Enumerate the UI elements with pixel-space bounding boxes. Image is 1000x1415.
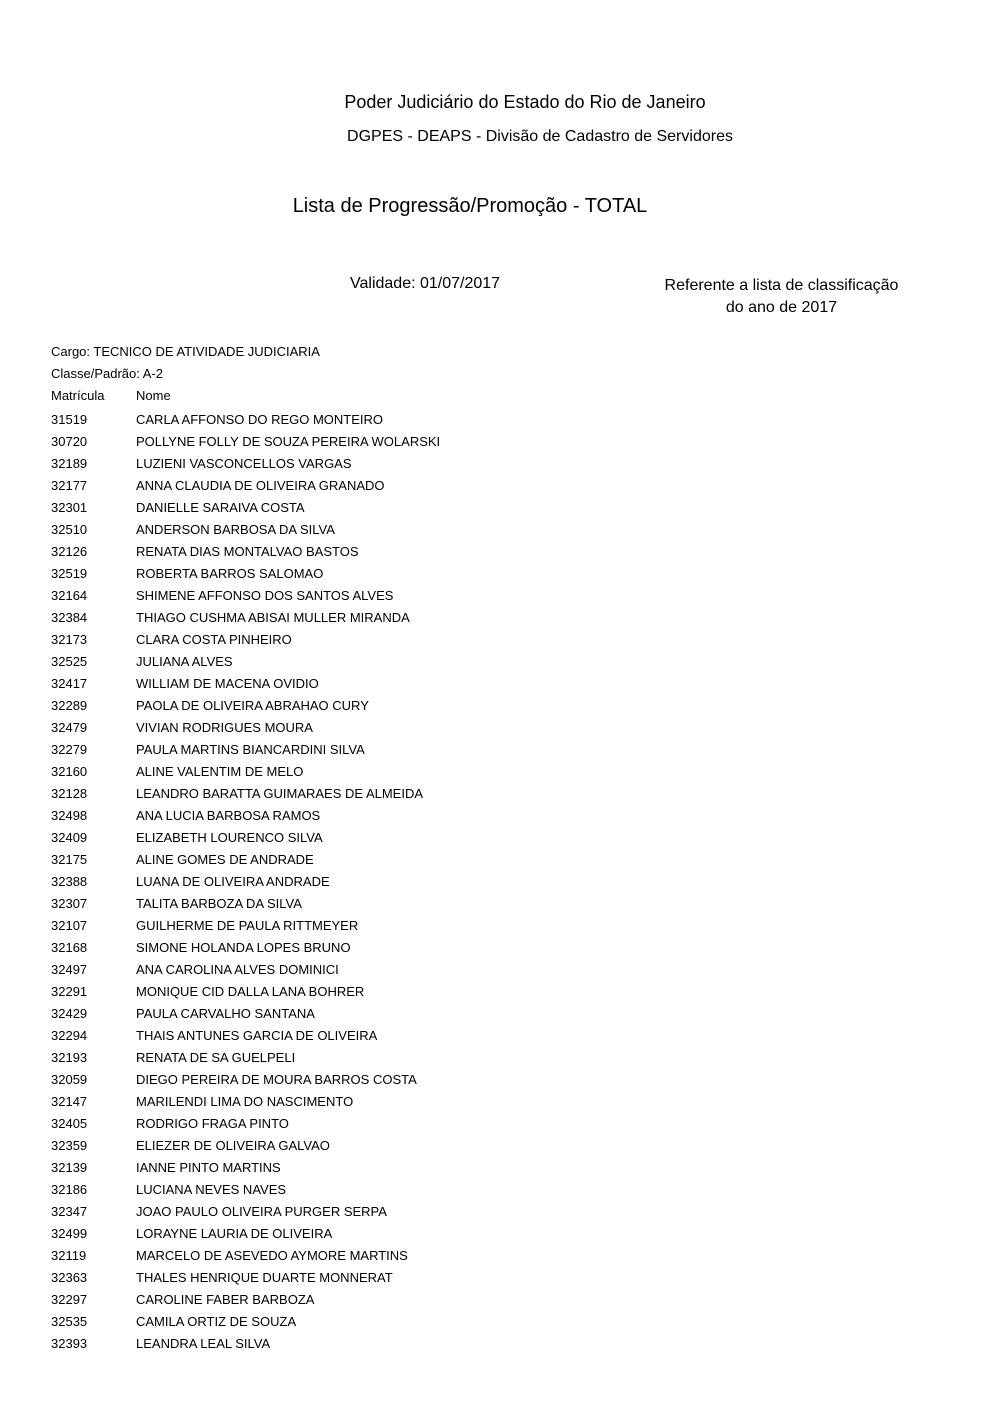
- nome-cell: JULIANA ALVES: [136, 654, 233, 669]
- nome-cell: MONIQUE CID DALLA LANA BOHRER: [136, 984, 365, 999]
- nome-cell: THALES HENRIQUE DUARTE MONNERAT: [136, 1270, 393, 1285]
- table-row: [51, 1157, 440, 1179]
- nome-cell: THAIS ANTUNES GARCIA DE OLIVEIRA: [136, 1028, 378, 1043]
- nome-cell: JOAO PAULO OLIVEIRA PURGER SERPA: [136, 1204, 387, 1219]
- nome-cell: ALINE GOMES DE ANDRADE: [136, 852, 314, 867]
- employee-list: [51, 409, 440, 1355]
- nome-cell: WILLIAM DE MACENA OVIDIO: [136, 676, 319, 691]
- nome-cell: ALINE VALENTIM DE MELO: [136, 764, 304, 779]
- nome-cell: MARILENDI LIMA DO NASCIMENTO: [136, 1094, 354, 1109]
- table-row: [51, 805, 440, 827]
- table-row: [51, 695, 440, 717]
- matricula-cell: 32359: [51, 1138, 88, 1153]
- nome-cell: ANDERSON BARBOSA DA SILVA: [136, 522, 335, 537]
- table-row: [51, 871, 440, 893]
- matricula-cell: 32307: [51, 896, 88, 911]
- table-row: [51, 915, 440, 937]
- table-row: [51, 1311, 440, 1333]
- matricula-cell: 30720: [51, 434, 88, 449]
- nome-cell: SIMONE HOLANDA LOPES BRUNO: [136, 940, 351, 955]
- nome-cell: PAULA CARVALHO SANTANA: [136, 1006, 315, 1021]
- nome-cell: ELIEZER DE OLIVEIRA GALVAO: [136, 1138, 330, 1153]
- table-row: [51, 431, 440, 453]
- matricula-cell: 32384: [51, 610, 88, 625]
- table-row: [51, 1047, 440, 1069]
- matricula-cell: 31519: [51, 412, 88, 427]
- matricula-cell: 32347: [51, 1204, 88, 1219]
- matricula-cell: 32291: [51, 984, 88, 999]
- nome-cell: MARCELO DE ASEVEDO AYMORE MARTINS: [136, 1248, 408, 1263]
- nome-cell: VIVIAN RODRIGUES MOURA: [136, 720, 313, 735]
- nome-cell: RENATA DE SA GUELPELI: [136, 1050, 296, 1065]
- matricula-cell: 32417: [51, 676, 88, 691]
- table-row: [51, 959, 440, 981]
- table-row: [51, 1113, 440, 1135]
- nome-cell: GUILHERME DE PAULA RITTMEYER: [136, 918, 359, 933]
- matricula-cell: 32107: [51, 918, 88, 933]
- cargo-label: Cargo: TECNICO DE ATIVIDADE JUDICIARIA: [51, 344, 320, 359]
- matricula-cell: 32177: [51, 478, 88, 493]
- nome-cell: CAMILA ORTIZ DE SOUZA: [136, 1314, 297, 1329]
- nome-cell: ANNA CLAUDIA DE OLIVEIRA GRANADO: [136, 478, 385, 493]
- table-row: [51, 585, 440, 607]
- table-row: [51, 563, 440, 585]
- table-row: [51, 1289, 440, 1311]
- column-header-matricula: Matrícula: [51, 388, 105, 403]
- organization-name: Poder Judiciário do Estado do Rio de Janeiro: [344, 92, 706, 112]
- nome-cell: LUANA DE OLIVEIRA ANDRADE: [136, 874, 330, 889]
- matricula-cell: 32405: [51, 1116, 88, 1131]
- matricula-cell: 32510: [51, 522, 88, 537]
- table-row: [51, 937, 440, 959]
- matricula-cell: 32388: [51, 874, 88, 889]
- table-row: [51, 409, 440, 431]
- table-row: [51, 739, 440, 761]
- table-row: [51, 629, 440, 651]
- matricula-cell: 32393: [51, 1336, 88, 1351]
- validity-date: Validade: 01/07/2017: [350, 275, 501, 292]
- matricula-cell: 32164: [51, 588, 88, 603]
- table-row: [51, 827, 440, 849]
- table-row: [51, 761, 440, 783]
- nome-cell: CLARA COSTA PINHEIRO: [136, 632, 292, 647]
- table-row: [51, 981, 440, 1003]
- table-row: [51, 1025, 440, 1047]
- classe-label: Classe/Padrão: A-2: [51, 366, 164, 381]
- nome-cell: RODRIGO FRAGA PINTO: [136, 1116, 289, 1131]
- document-title: Lista de Progressão/Promoção - TOTAL: [292, 195, 648, 217]
- matricula-cell: 32363: [51, 1270, 88, 1285]
- nome-cell: LEANDRA LEAL SILVA: [136, 1336, 271, 1351]
- nome-cell: POLLYNE FOLLY DE SOUZA PEREIRA WOLARSKI: [136, 434, 441, 449]
- table-row: [51, 673, 440, 695]
- reference-note: Referente a lista de classificação do ano de 2017: [664, 277, 899, 316]
- nome-cell: PAOLA DE OLIVEIRA ABRAHAO CURY: [136, 698, 369, 713]
- nome-cell: RENATA DIAS MONTALVAO BASTOS: [136, 544, 359, 559]
- matricula-cell: 32189: [51, 456, 88, 471]
- matricula-cell: 32498: [51, 808, 88, 823]
- table-row: [51, 893, 440, 915]
- table-row: [51, 1003, 440, 1025]
- matricula-cell: 32193: [51, 1050, 88, 1065]
- matricula-cell: 32301: [51, 500, 88, 515]
- matricula-cell: 32294: [51, 1028, 88, 1043]
- nome-cell: CARLA AFFONSO DO REGO MONTEIRO: [136, 412, 384, 427]
- table-row: [51, 1135, 440, 1157]
- table-row: [51, 1201, 440, 1223]
- nome-cell: PAULA MARTINS BIANCARDINI SILVA: [136, 742, 365, 757]
- matricula-cell: 32499: [51, 1226, 88, 1241]
- nome-cell: TALITA BARBOZA DA SILVA: [136, 896, 302, 911]
- table-row: [51, 849, 440, 871]
- nome-cell: LEANDRO BARATTA GUIMARAES DE ALMEIDA: [136, 786, 424, 801]
- table-row: [51, 1223, 440, 1245]
- matricula-cell: 32128: [51, 786, 88, 801]
- nome-cell: DANIELLE SARAIVA COSTA: [136, 500, 305, 515]
- nome-cell: LUCIANA NEVES NAVES: [136, 1182, 287, 1197]
- table-row: [51, 453, 440, 475]
- nome-cell: LUZIENI VASCONCELLOS VARGAS: [136, 456, 352, 471]
- table-row: [51, 783, 440, 805]
- matricula-cell: 32289: [51, 698, 88, 713]
- nome-cell: LORAYNE LAURIA DE OLIVEIRA: [136, 1226, 333, 1241]
- nome-cell: ANA LUCIA BARBOSA RAMOS: [136, 808, 321, 823]
- table-row: [51, 519, 440, 541]
- matricula-cell: 32279: [51, 742, 88, 757]
- table-row: [51, 1091, 440, 1113]
- nome-cell: DIEGO PEREIRA DE MOURA BARROS COSTA: [136, 1072, 417, 1087]
- matricula-cell: 32175: [51, 852, 88, 867]
- nome-cell: ANA CAROLINA ALVES DOMINICI: [136, 962, 339, 977]
- table-row: [51, 717, 440, 739]
- matricula-cell: 32525: [51, 654, 88, 669]
- table-row: [51, 607, 440, 629]
- table-row: [51, 1267, 440, 1289]
- table-row: [51, 1069, 440, 1091]
- table-row: [51, 1245, 440, 1267]
- matricula-cell: 32160: [51, 764, 88, 779]
- matricula-cell: 32126: [51, 544, 88, 559]
- table-row: [51, 497, 440, 519]
- table-row: [51, 1333, 440, 1355]
- matricula-cell: 32059: [51, 1072, 88, 1087]
- matricula-cell: 32168: [51, 940, 88, 955]
- matricula-cell: 32139: [51, 1160, 88, 1175]
- matricula-cell: 32519: [51, 566, 88, 581]
- matricula-cell: 32147: [51, 1094, 88, 1109]
- matricula-cell: 32479: [51, 720, 88, 735]
- matricula-cell: 32119: [51, 1248, 87, 1263]
- column-header-nome: Nome: [136, 388, 171, 403]
- table-row: [51, 651, 440, 673]
- nome-cell: CAROLINE FABER BARBOZA: [136, 1292, 315, 1307]
- nome-cell: ELIZABETH LOURENCO SILVA: [136, 830, 323, 845]
- table-row: [51, 1179, 440, 1201]
- table-row: [51, 475, 440, 497]
- table-row: [51, 541, 440, 563]
- matricula-cell: 32535: [51, 1314, 88, 1329]
- matricula-cell: 32173: [51, 632, 88, 647]
- matricula-cell: 32409: [51, 830, 88, 845]
- matricula-cell: 32297: [51, 1292, 88, 1307]
- nome-cell: IANNE PINTO MARTINS: [136, 1160, 281, 1175]
- nome-cell: SHIMENE AFFONSO DOS SANTOS ALVES: [136, 588, 394, 603]
- department-name: DGPES - DEAPS - Divisão de Cadastro de Servidores: [347, 128, 733, 145]
- nome-cell: ROBERTA BARROS SALOMAO: [136, 566, 324, 581]
- nome-cell: THIAGO CUSHMA ABISAI MULLER MIRANDA: [136, 610, 410, 625]
- matricula-cell: 32497: [51, 962, 88, 977]
- matricula-cell: 32429: [51, 1006, 88, 1021]
- matricula-cell: 32186: [51, 1182, 88, 1197]
